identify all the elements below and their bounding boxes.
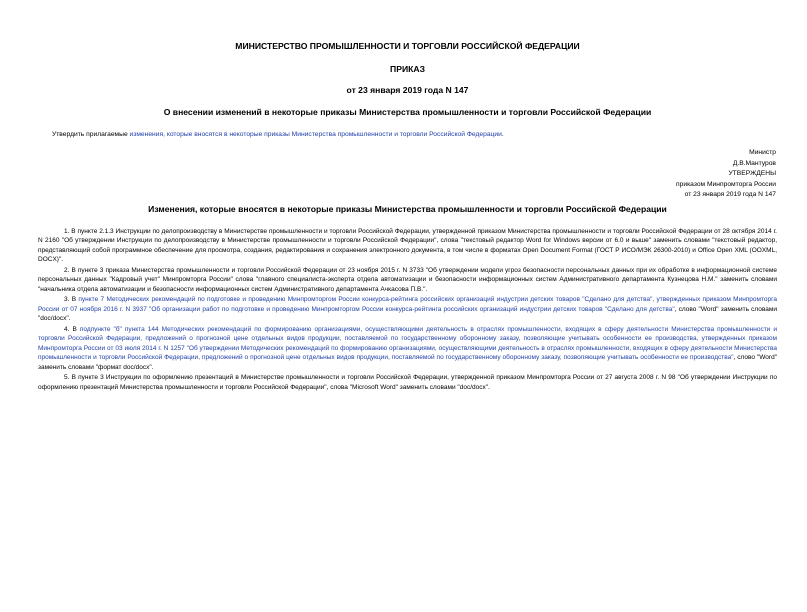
signer-position: Министр bbox=[749, 149, 776, 156]
change-item-3-pre: 3. В bbox=[64, 296, 79, 304]
intro-text-post: . bbox=[501, 131, 504, 138]
change-item-3 bbox=[38, 295, 777, 324]
changes-title: Изменения, которые вносятся в некоторые приказы Министерства промышленности и торговли Российской Федерации bbox=[148, 203, 667, 214]
doc-type-heading: ПРИКАЗ bbox=[390, 64, 425, 74]
doc-title: О внесении изменений в некоторые приказы Министерства промышленности и торговли Российской Федерации bbox=[163, 107, 652, 117]
change-item-3-link[interactable]: пункте 7 Методических рекомендаций по подготовке и проведению Минпромторгом России конкурса-рейтинга российских организаций индустрии детских товаров "Сделано для детства", утвержденных приказом Минпромторга России от 07 ноября 2016 г. N 3937 "Об организации работ по подготовке и проведению Минпромторгом России конкурса-рейтинга российских организаций индустрии детских товаров "Сделано для детства" bbox=[38, 296, 777, 313]
changes-list bbox=[38, 227, 777, 393]
signer-name: Д.В.Мантуров bbox=[732, 159, 776, 167]
intro-text-pre: Утвердить прилагаемые bbox=[52, 131, 130, 138]
approved-label: УТВЕРЖДЕНЫ bbox=[728, 170, 776, 178]
changes-link[interactable]: изменения, которые вносятся в некоторые приказы Министерства промышленности и торговли Российской Федерации bbox=[129, 131, 502, 138]
change-item-4 bbox=[38, 325, 777, 373]
change-item-4-post: , слово "Word" заменить словами "формат doc/docx". bbox=[38, 354, 777, 371]
change-item-4-link[interactable]: подпункте "б" пункта 144 Методических рекомендаций по формированию организациями, осуществляющими деятельность в отраслях промышленности, входящих в сферу деятельности Министерства промышленности и торговли Российской Федерации, предложений о прогнозной цене отдельных видов продукции, поставляемой по государственному оборонному заказу, позволяющие учитывать особенности ее производства, утвержденных приказом Минпромторга России от 03 июля 2014 г. N 1257 "Об утверждении Методических рекомендаций по формированию организациями, осуществляющими деятельность в отраслях промышленности, входящих в сферу деятельности Министерства промышленности и торговли Российской Федерации, предложений о прогнозной цене отдельных видов продукции, поставляемой по государственному оборонному заказу, позволяющие учитывать особенности ее производства" bbox=[38, 325, 777, 362]
ministry-heading: МИНИСТЕРСТВО ПРОМЫШЛЕННОСТИ И ТОРГОВЛИ РОССИЙСКОЙ ФЕДЕРАЦИИ bbox=[235, 41, 580, 51]
change-item-1: 1. В пункте 2.1.3 Инструкции по делопроизводству в Министерстве промышленности и торговли Российской Федерации, утвержденной приказом Министерства промышленности и торговли Российской Федерации от 28 октября 2014 г. N 2160 "Об утверждении Инструкции по делопроизводству в Министерстве промышленности и торговли Российской Федерации", слова "текстовый редактор Word for Windows версии от 6.0 и выше" заменить словами "текстовый редактор, представляющий собой программное обеспечение для просмотра, создания, редактирования и сохранения электронного документа, в том числе в форматах Open Document Format (ГОСТ Р ИСО/МЭК 26300-2010) и Office Open XML (OOXML, DOCX)". bbox=[38, 227, 777, 264]
change-item-5: 5. В пункте 3 Инструкции по оформлению презентаций в Министерстве промышленности и торговли Российской Федерации, утвержденной приказом Минпромторга России от 27 августа 2008 г. N 98 "Об утверждении Инструкции по оформлению презентаций Министерства промышленности и торговли Российской Федерации", слова "Microsoft Word" заменить словами "doc/docx". bbox=[38, 374, 777, 391]
document-page bbox=[0, 41, 807, 612]
change-item-3-post: , слово "Word" заменить словами "doc/docx". bbox=[38, 305, 778, 323]
change-item-4-pre: 4. В bbox=[64, 325, 80, 333]
intro-paragraph bbox=[52, 130, 777, 139]
change-item-2: 2. В пункте 3 приказа Министерства промышленности и торговли Российской Федерации от 23 ноября 2015 г. N 3733 "Об утверждении модели угроз безопасности персональных данных при их обработке в информационной системе персональных данных "Кадровый учет" Минпромторга России" слова "главного специалиста-эксперта отдела автоматизации и безопасности информационных систем Административного департамента Кузнецова Н.М." заменить словами "начальника отдела автоматизации и безопасности информационных систем Административного департамента Ачкасова П.В.". bbox=[38, 266, 777, 293]
approved-by-order: приказом Минпромторга России bbox=[676, 180, 776, 188]
approved-order-date: от 23 января 2019 года N 147 bbox=[684, 191, 776, 199]
signature-block bbox=[38, 148, 777, 201]
doc-date-heading: от 23 января 2019 года N 147 bbox=[346, 85, 469, 95]
